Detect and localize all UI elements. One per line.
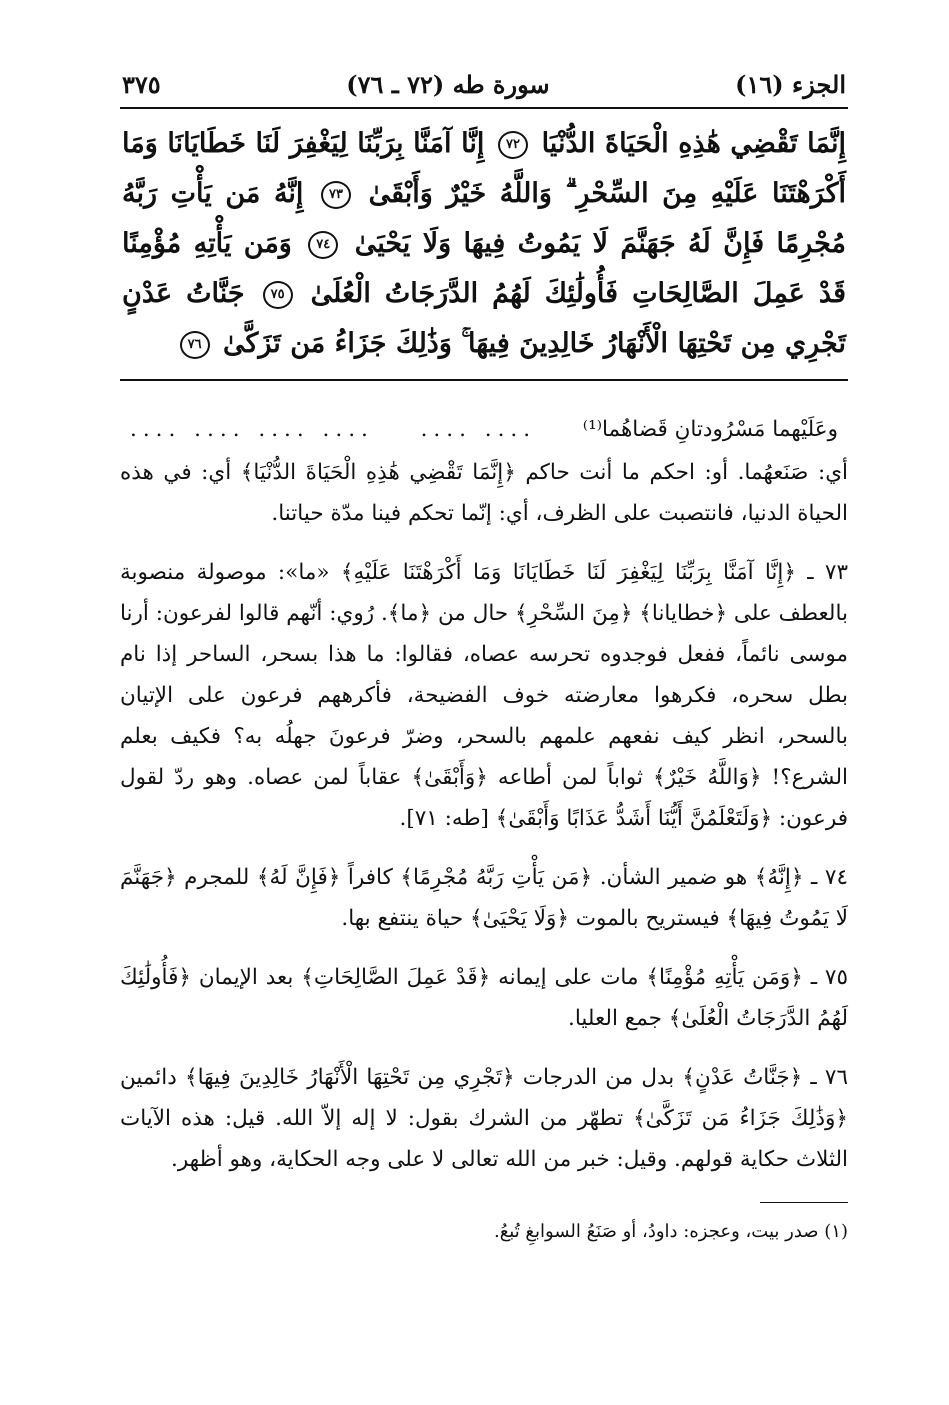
quran-rule	[120, 379, 848, 381]
ayah-number-marker: ٧٦	[180, 331, 210, 359]
commentary-paragraph: ٧٥ ـ ﴿وَمَن يَأْتِهِ مُؤْمِنًا﴾ مات على إيمانه ﴿قَدْ عَمِلَ الصَّالِحَاتِ﴾ بعد الإيمان ﴿فَأُولَٰئِكَ لَهُمُ الدَّرَجَاتُ الْعُلَىٰ﴾ جمع العليا.	[120, 965, 848, 1031]
verse-text: إِنَّا آمَنَّا بِرَبِّنَا لِيَغْفِرَ لَنَا خَطَايَانَا وَمَا أَكْرَهْتَنَا عَلَيْهِ مِنَ السِّحْرِ ۗ وَاللَّهُ خَيْرٌ وَأَبْقَىٰ	[122, 128, 847, 209]
ayah-number-marker: ٧٥	[263, 281, 293, 309]
commentary-paragraph: ٧٣ ـ ﴿إِنَّا آمَنَّا بِرَبِّنَا لِيَغْفِرَ لَنَا خَطَايَانَا وَمَا أَكْرَهْتَنَا عَلَيْهِ﴾ «ما»: موصولة منصوبة بالعطف على ﴿خطايانا﴾ ﴿مِنَ السِّحْرِ﴾ حال من ﴿ما﴾. رُوي: أنّهم قالوا لفرعون: أرنا موسى نائماً، ففعل فوجدوه تحرسه عصاه، فقالوا: ما هذا بسحر، الساحر إذا نام بطل سحره، فكرهوا معارضته خوف الفضيحة، فأكرههم فرعون على الإتيان بالسحر، انظر كيف نفعهم علمهم بالسحر، وضرّ فرعونَ جهلُه به؟ فكيف بعلم الشرع؟! ﴿وَاللَّهُ خَيْرٌ﴾ ثواباً لمن أطاعه ﴿وَأَبْقَىٰ﴾ عقاباً لمن عصاه. وهو ردّ لقول فرعون: ﴿وَلَتَعْلَمُنَّ أَيُّنَا أَشَدُّ عَذَابًا وَأَبْقَىٰ﴾ [طه: ٧١].	[120, 560, 848, 831]
poem-hemistich: وعَلَيْهما مَسْرُودتانِ قَضاهُما⁽¹⁾	[582, 417, 838, 442]
poem-dots: .... ....	[420, 417, 537, 442]
verse-text: إِنَّهُ مَن يَأْتِ رَبَّهُ مُجْرِمًا فَإِنَّ لَهُ جَهَنَّمَ لَا يَمُوتُ فِيهَا وَلَا يَحْيَىٰ	[122, 178, 847, 259]
part-label: الجزء (١٦)	[735, 70, 846, 99]
page-number: ٣٧٥	[122, 70, 161, 99]
book-page	[120, 70, 848, 1247]
footnote-rule	[760, 1202, 848, 1203]
page-header	[120, 70, 848, 107]
verse-text: إِنَّمَا تَقْضِي هَٰذِهِ الْحَيَاةَ الدُّنْيَا	[541, 128, 846, 159]
poem-dots: .... .... .... ....	[130, 417, 374, 442]
header-rule	[120, 107, 848, 109]
ayah-number-marker: ٧٢	[498, 131, 528, 159]
quran-text	[120, 119, 848, 379]
verse-text: جَنَّاتُ عَدْنٍ تَجْرِي مِن تَحْتِهَا الْأَنْهَارُ خَالِدِينَ فِيهَا ۚ وَذَٰلِكَ جَزَاءُ مَن تَزَكَّىٰ	[122, 278, 846, 359]
commentary	[120, 409, 848, 1180]
footnote: (١) صدر بيت، وعجزه: داودُ، أو صَنَعُ السوابغِ تُبعُ.	[493, 1221, 848, 1242]
ayah-number-marker: ٧٤	[308, 231, 338, 259]
poetry-line	[120, 409, 848, 450]
verse-text: وَمَن يَأْتِهِ مُؤْمِنًا قَدْ عَمِلَ الصَّالِحَاتِ فَأُولَٰئِكَ لَهُمُ الدَّرَجَاتُ الْعُلَىٰ	[122, 228, 847, 309]
commentary-paragraph: ٧٦ ـ ﴿جَنَّاتُ عَدْنٍ﴾ بدل من الدرجات ﴿تَجْرِي مِن تَحْتِهَا الْأَنْهَارُ خَالِدِينَ فِيهَا﴾ دائمين ﴿وَذَٰلِكَ جَزَاءُ مَن تَزَكَّىٰ﴾ تطهّر من الشرك بقول: لا إله إلاّ الله. قيل: هذه الآيات الثلاث حكاية قولهم. وقيل: خبر من الله تعالى لا على وجه الحكاية، وهو أظهر.	[120, 1065, 848, 1172]
commentary-paragraph: أي: صَنَعهُما. أو: احكم ما أنت حاكم ﴿إِنَّمَا تَقْضِي هَٰذِهِ الْحَيَاةَ الدُّنْيَا﴾ أي: في هذه الحياة الدنيا، فانتصبت على الظرف، أي: إنّما تحكم فينا مدّة حياتنا.	[120, 460, 848, 526]
surah-title: سورة طه (٧٢ ـ ٧٦)	[346, 70, 550, 99]
commentary-paragraph: ٧٤ ـ ﴿إِنَّهُ﴾ هو ضمير الشأن. ﴿مَن يَأْتِ رَبَّهُ مُجْرِمًا﴾ كافراً ﴿فَإِنَّ لَهُ﴾ للمجرم ﴿جَهَنَّمَ لَا يَمُوتُ فِيهَا﴾ فيستريح بالموت ﴿وَلَا يَحْيَىٰ﴾ حياة ينتفع بها.	[120, 865, 848, 931]
ayah-number-marker: ٧٣	[321, 181, 351, 209]
